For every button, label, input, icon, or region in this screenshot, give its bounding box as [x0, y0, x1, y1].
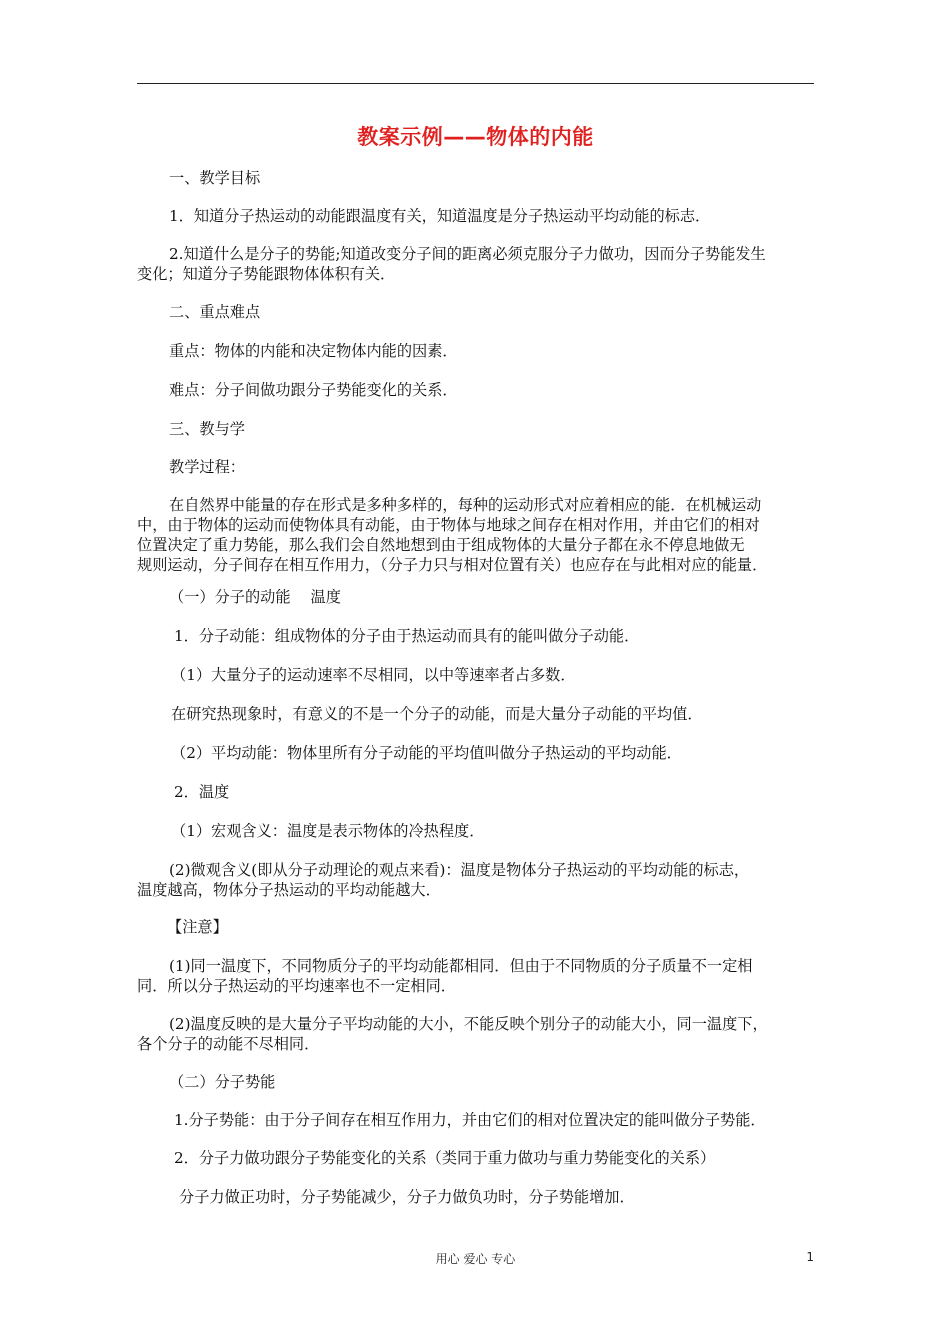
- notice-2-line-2: 各个分子的动能不尽相同．: [137, 1035, 320, 1053]
- part2-heading: （二）分子势能: [169, 1073, 276, 1091]
- page-number: 1: [806, 1250, 814, 1264]
- part2-definition: 1.分子势能：由于分子间存在相互作用力，并由它们的相对位置决定的能叫做分子势能．: [174, 1111, 766, 1129]
- part1-point-2: （2）平均动能：物体里所有分子动能的平均值叫做分子热运动的平均动能．: [171, 744, 682, 762]
- notice-2-line-1: (2)温度反映的是大量分子平均动能的大小，不能反映个别分子的动能大小，同一温度下，: [169, 1015, 768, 1033]
- part1-heading: （一）分子的动能 温度: [169, 588, 341, 606]
- notice-1-line-2: 同．所以分子热运动的平均速率也不一定相同．: [137, 977, 456, 995]
- page-title: 教案示例——物体的内能: [357, 125, 594, 149]
- temperature-micro-line-2: 温度越高，物体分子热运动的平均动能越大．: [137, 881, 441, 899]
- section-heading-keypoints: 二、重点难点: [169, 303, 261, 321]
- part1-point-1: （1）大量分子的运动速率不尽相同，以中等速率者占多数．: [171, 666, 576, 684]
- objective-item-2-line-1: 2.知道什么是分子的势能;知道改变分子间的距离必须克服分子力做功，因而分子势能发生: [169, 245, 766, 263]
- intro-line-2: 中，由于物体的运动而使物体具有动能，由于物体与地球之间存在相对作用，并由它们的相对: [137, 516, 760, 534]
- intro-line-4: 规则运动，分子间存在相互作用力，（分子力只与相对位置有关）也应存在与此相对应的能量．: [137, 556, 768, 574]
- temperature-micro-line-1: (2)微观含义(即从分子动理论的观点来看)：温度是物体分子热运动的平均动能的标志，: [169, 861, 750, 879]
- intro-paragraph: [137, 495, 814, 575]
- part1-point-1-note: 在研究热现象时，有意义的不是一个分子的动能，而是大量分子动能的平均值．: [171, 705, 703, 723]
- objective-item-2-line-2: 变化；知道分子势能跟物体体积有关．: [137, 265, 396, 283]
- notice-1: [137, 956, 814, 996]
- notice-heading: 【注意】: [167, 918, 228, 936]
- temperature-micro: [137, 860, 814, 900]
- part2-relation: 2．分子力做功跟分子势能变化的关系（类同于重力做功与重力势能变化的关系）: [174, 1149, 716, 1167]
- objective-item-1: 1．知道分子热运动的动能跟温度有关，知道温度是分子热运动平均动能的标志．: [169, 207, 711, 225]
- part2-rule: 分子力做正功时，分子势能减少，分子力做负功时，分子势能增加．: [179, 1188, 635, 1206]
- header-rule: [137, 83, 814, 84]
- temperature-macro: （1）宏观含义：温度是表示物体的冷热程度．: [171, 822, 485, 840]
- footer-text: 用心 爱心 专心: [435, 1252, 516, 1266]
- part1-definition: 1．分子动能：组成物体的分子由于热运动而具有的能叫做分子动能．: [174, 627, 640, 645]
- intro-line-3: 位置决定了重力势能，那么我们会自然地想到由于组成物体的大量分子都在永不停息地做无: [137, 536, 745, 554]
- section-heading-teaching: 三、教与学: [169, 420, 245, 438]
- intro-line-1: 在自然界中能量的存在形式是多种多样的，每种的运动形式对应着相应的能．在机械运动: [169, 496, 762, 514]
- notice-1-line-1: (1)同一温度下，不同物质分子的平均动能都相同．但由于不同物质的分子质量不一定相: [169, 957, 753, 975]
- objective-item-2: [137, 244, 814, 284]
- part1-temperature-heading: 2．温度: [174, 783, 230, 801]
- key-point: 重点：物体的内能和决定物体内能的因素．: [169, 342, 458, 360]
- difficult-point: 难点：分子间做功跟分子势能变化的关系．: [169, 381, 458, 399]
- teaching-process-label: 教学过程：: [169, 458, 245, 476]
- notice-2: [137, 1014, 814, 1054]
- section-heading-objectives: 一、教学目标: [169, 169, 261, 187]
